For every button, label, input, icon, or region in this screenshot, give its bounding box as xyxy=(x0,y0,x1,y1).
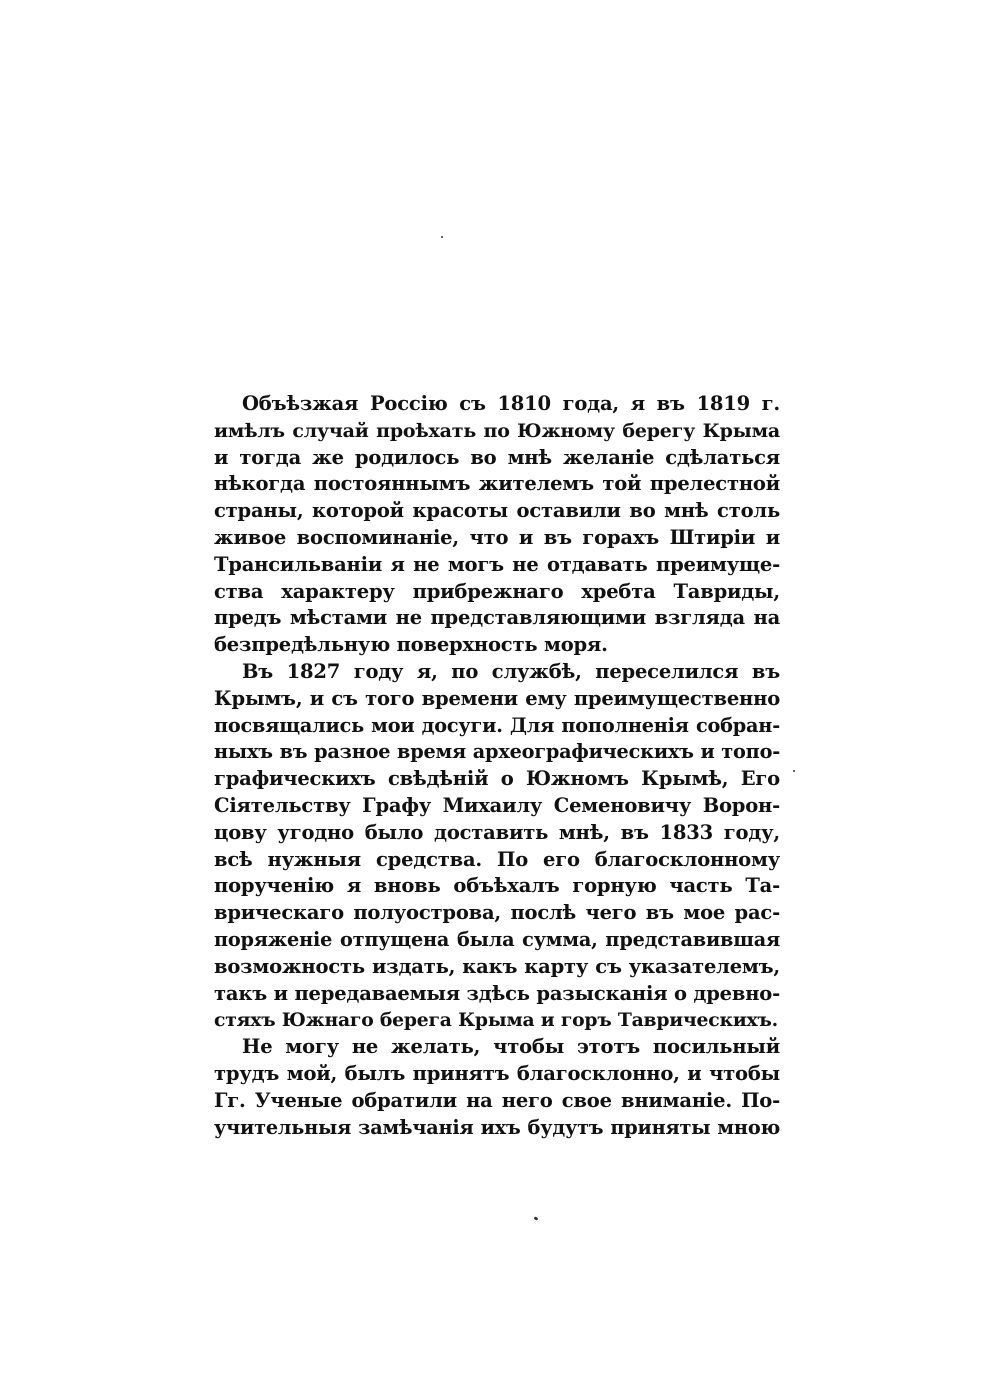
text-line: графическихъ свѣдѣній о Южномъ Крымѣ, Его xyxy=(214,767,780,791)
text-line: Трансильваніи я не могъ не отдавать преимуще- xyxy=(214,552,780,576)
text-line: такъ и передаваемыя здѣсь разысканія о древно- xyxy=(214,981,780,1005)
text-line: нѣкогда постояннымъ жителемъ той прелестной xyxy=(214,472,780,496)
text-line: Сіятельству Графу Михаилу Семеновичу Ворон- xyxy=(214,793,780,817)
text-line: и тогда же родилось во мнѣ желаніе сдѣлаться xyxy=(214,445,780,469)
text-line: порученію я вновь объѣхалъ горную часть Та- xyxy=(214,874,780,898)
text-line: врическаго полуострова, послѣ чего въ мое рас- xyxy=(214,901,780,925)
text-line: Гг. Ученые обратили на него свое вниманіе. По- xyxy=(214,1088,780,1112)
text-line: имѣлъ случай проѣхать по Южному берегу Крыма xyxy=(214,419,780,442)
text-line: предъ мѣстами не представляющими взгляда на xyxy=(214,606,780,630)
text-line: стяхъ Южнаго берега Крыма и горъ Таврическихъ. xyxy=(214,1009,779,1032)
text-line: безпредѣльную поверхность моря. xyxy=(214,633,608,657)
text-line: поряженіе отпущена была сумма, представившая xyxy=(214,927,780,951)
text-line: живое воспоминаніе, что и въ горахъ Штиріи и xyxy=(214,525,780,549)
text-line: Не могу не желать, чтобы этотъ посильный xyxy=(242,1035,780,1059)
ink-speck xyxy=(793,770,795,772)
text-line: всѣ нужныя средства. По его благосклонному xyxy=(214,847,780,871)
text-line: Объѣзжая Россію съ 1810 года, я въ 1819 г. xyxy=(242,392,780,415)
ink-speck xyxy=(441,236,443,238)
text-line: возможность издать, какъ карту съ указателемъ, xyxy=(214,954,780,978)
text-line: Въ 1827 году я, по службѣ, переселился въ xyxy=(242,659,780,683)
body-text xyxy=(214,391,780,1141)
text-line: посвящались мои досуги. Для пополненія собран- xyxy=(214,713,780,737)
text-line: трудъ мой, былъ принятъ благосклонно, и чтобы xyxy=(214,1061,780,1085)
text-line: учительныя замѣчанія ихъ будутъ приняты мною xyxy=(214,1115,780,1139)
text-line: страны, которой красоты оставили во мнѣ столь xyxy=(214,499,780,523)
text-line: Крымъ, и съ того времени ему преимущественно xyxy=(214,686,780,710)
ink-speck xyxy=(534,1216,539,1221)
text-line: ства характеру прибрежнаго хребта Тавриды, xyxy=(214,579,780,603)
text-line: ныхъ въ разное время археографическихъ и топо- xyxy=(214,740,780,764)
text-line: цову угодно было доставить мнѣ, въ 1833 году, xyxy=(214,820,780,844)
